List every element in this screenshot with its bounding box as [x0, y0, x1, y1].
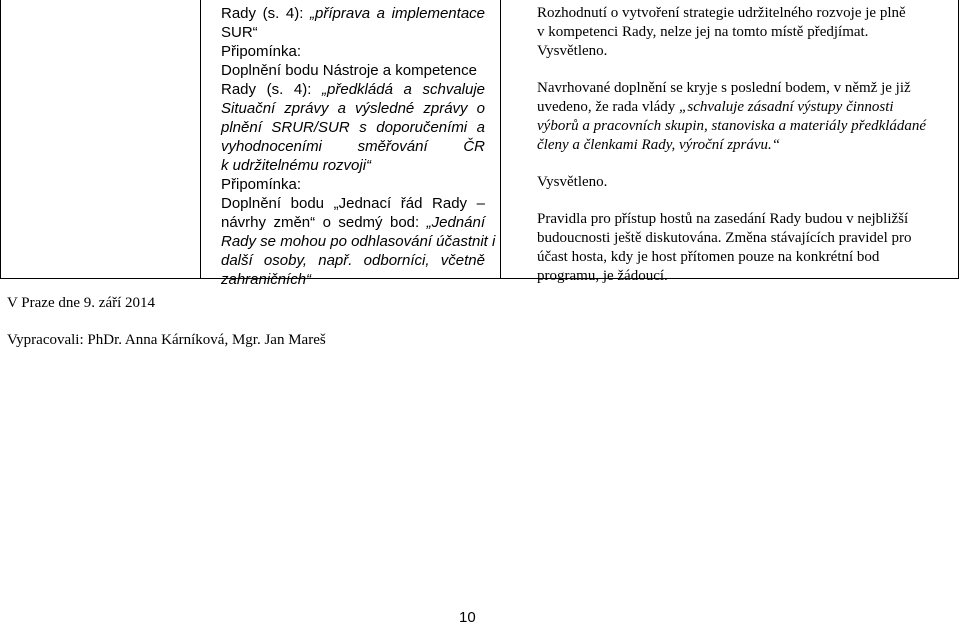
text-line: zahraničních“: [221, 271, 312, 288]
text-line: Pravidla pro přístup hostů na zasedání Rady budou v nejbližší: [537, 211, 909, 227]
text-line: v kompetenci Rady, nelze jej na tomto místě předjímat.: [537, 24, 869, 40]
text-line: Doplnění bodu Nástroje a kompetence: [221, 62, 477, 79]
resolution-label: Vysvětleno.: [537, 43, 608, 59]
text-line: SUR“: [221, 24, 258, 41]
text-line: členy a členkami Rady, výroční zprávu.“: [537, 137, 781, 153]
column-divider: [200, 0, 201, 279]
text-line: vyhodnoceními směřování ČR: [221, 138, 485, 155]
text-line: Situační zprávy a výsledné zprávy o: [221, 100, 485, 117]
date-line: V Praze dne 9. září 2014: [7, 295, 156, 311]
page-number: 10: [459, 609, 476, 626]
text-line: účast hosta, kdy je host přítomen pouze na konkrétní bod: [537, 249, 880, 265]
text-line: Rozhodnutí o vytvoření strategie udržitelného rozvoje je plně: [537, 5, 906, 21]
text-line: výborů a pracovních skupin, stanoviska a materiály předkládané: [537, 118, 927, 134]
comment-label: Připomínka:: [221, 43, 302, 60]
text-line: Rady (s. 4): „příprava a implementace: [221, 5, 486, 22]
resolution-label: Vysvětleno.: [537, 174, 608, 190]
spacer: [537, 155, 947, 173]
text-line: Rady (s. 4): „předkládá a schvaluje: [221, 81, 486, 98]
comment-cell: [221, 4, 496, 289]
authors-line: Vypracovali: PhDr. Anna Kárníková, Mgr. Jan Mareš: [7, 332, 326, 348]
response-cell: [537, 4, 947, 286]
text-line: budoucnosti ještě diskutována. Změna stávajících pravidel pro: [537, 230, 912, 246]
text-line: plnění SRUR/SUR s doporučeními a: [221, 119, 485, 136]
spacer: [537, 192, 947, 210]
text-line: další osoby, např. odborníci, včetně: [221, 252, 485, 269]
spacer: [537, 61, 947, 79]
column-divider: [500, 0, 501, 279]
text-line: Doplnění bodu „Jednací řád Rady –: [221, 195, 485, 212]
text-line: k udržitelnému rozvoji“: [221, 157, 372, 174]
text-line: Rady se mohou po odhlasování účastnit i: [221, 233, 496, 250]
text-line: návrhy změn“ o sedmý bod: „Jednání: [221, 214, 485, 231]
comment-label: Připomínka:: [221, 176, 302, 193]
text-line: uvedeno, že rada vlády „schvaluje zásadní výstupy činnosti: [537, 99, 894, 115]
text-line: Navrhované doplnění se kryje s poslední bodem, v němž je již: [537, 80, 911, 96]
text-line: programu, je žádoucí.: [537, 268, 668, 284]
